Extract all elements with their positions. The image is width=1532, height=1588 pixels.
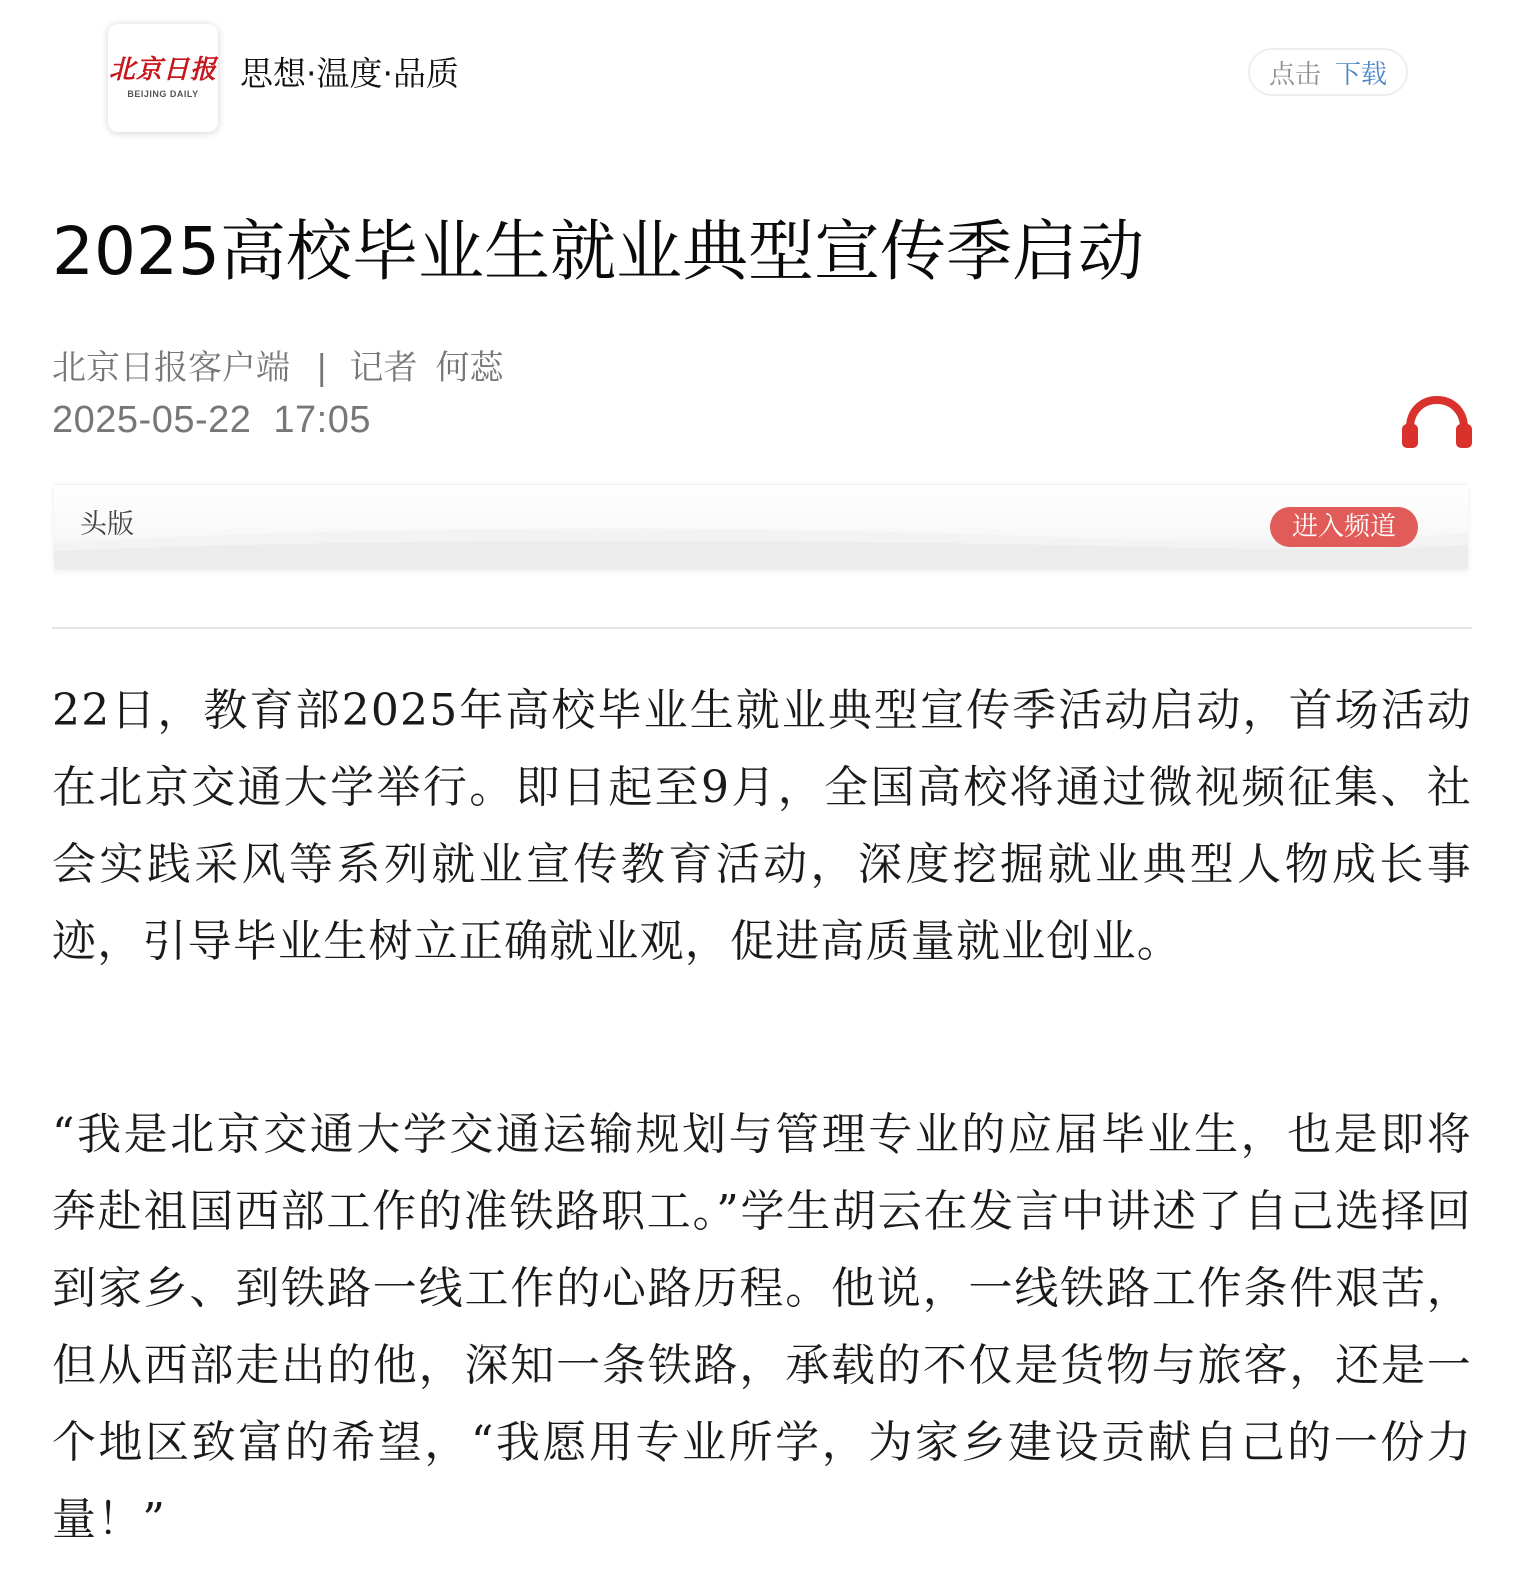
channel-bar <box>54 484 1468 569</box>
beijing-daily-logo[interactable] <box>108 24 218 132</box>
enter-channel-button[interactable]: 进入频道 <box>1270 507 1418 547</box>
reporter-label: 记者 <box>349 348 418 388</box>
logo-english-text: BEIJING DAILY <box>127 89 199 99</box>
article-paragraph: “我是北京交通大学交通运输规划与管理专业的应届毕业生，也是即将奔赴祖国西部工作的准铁路职工。”学生胡云在发言中讲述了自己选择回到家乡、到铁路一线工作的心路历程。他说，一线铁路工作条件艰苦，但从西部走出的他，深知一条铁路，承载的不仅是货物与旅客，还是一个地区致富的希望，“我愿用专业所学，为家乡建设贡献自己的一份力量！” <box>52 1109 1472 1545</box>
logo-chinese-text: 北京日报 <box>108 55 217 85</box>
slogan: 思想·温度·品质 <box>240 54 459 93</box>
channel-bar-wave-decoration <box>54 485 1468 569</box>
headphone-icon[interactable] <box>1400 394 1474 450</box>
content-divider <box>52 627 1472 629</box>
channel-name: 头版 <box>80 509 134 540</box>
reporter-name: 何蕊 <box>435 348 504 388</box>
article-source: 北京日报客户端 <box>52 348 290 388</box>
article-title: 2025高校毕业生就业典型宣传季启动 <box>52 213 1144 290</box>
article-byline <box>52 344 503 392</box>
top-bar <box>0 0 1532 150</box>
publish-time <box>52 396 371 444</box>
download-label: 下载 <box>1335 59 1388 90</box>
download-app-button[interactable] <box>1248 48 1408 96</box>
article-paragraph: 22日，教育部2025年高校毕业生就业典型宣传季活动启动，首场活动在北京交通大学举行。即日起至9月，全国高校将通过微视频征集、社会实践采风等系列就业宣传教育活动，深度挖掘就业典型人物成长事迹，引导毕业生树立正确就业观，促进高质量就业创业。 <box>52 685 1472 967</box>
publish-clock: 17:05 <box>273 399 371 441</box>
byline-separator: | <box>316 348 328 388</box>
download-click-label: 点击 <box>1268 59 1321 90</box>
publish-date: 2025-05-22 <box>52 399 252 441</box>
